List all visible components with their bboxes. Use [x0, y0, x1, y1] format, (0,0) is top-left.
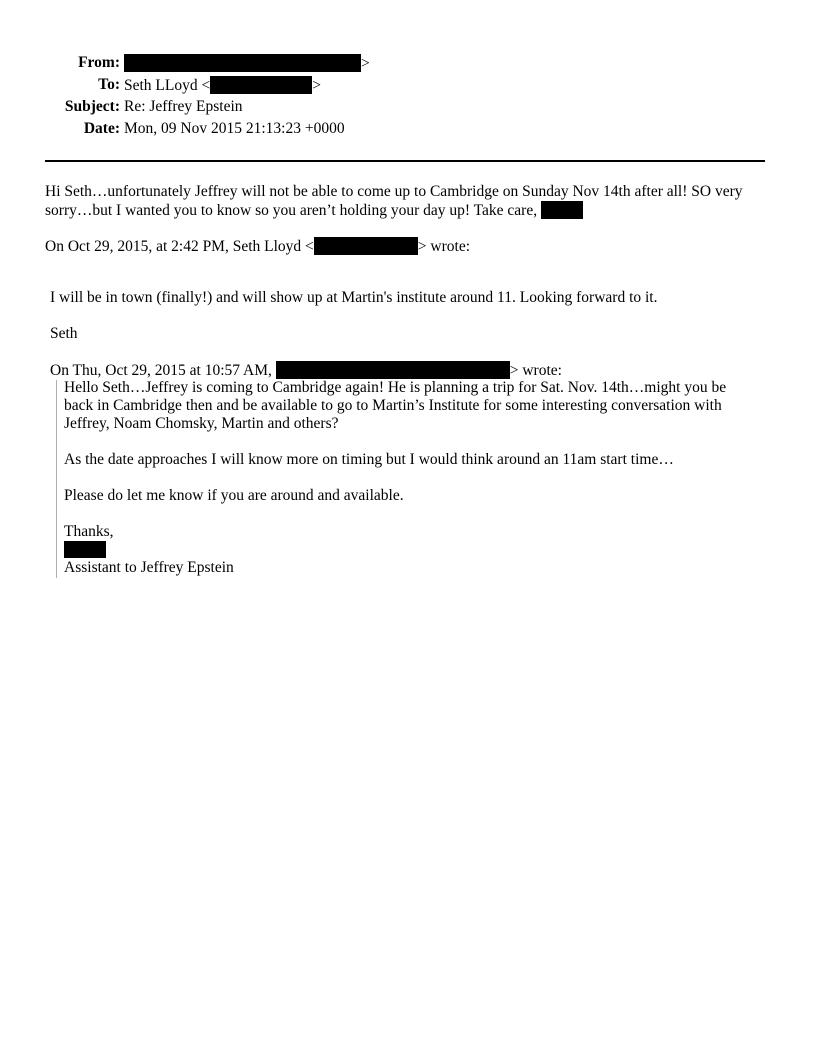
reply-line-1: Hi Seth…unfortunately Jeffrey will not be able to come up to Cambridge on Sunday Nov 14th after all! SO very	[45, 183, 743, 200]
date-value: Mon, 09 Nov 2015 21:13:23 +0000	[124, 120, 345, 137]
seth-signature: Seth	[50, 325, 78, 342]
attribution-1-prefix: On Oct 29, 2015, at 2:42 PM, Seth Lloyd <	[45, 238, 314, 255]
redaction-block	[124, 54, 361, 72]
date-label: Date:	[83, 120, 120, 137]
quote-bar	[56, 380, 57, 578]
quoted-line-2: back in Cambridge then and be available to go to Martin’s Institute for some interesting conversation with	[64, 397, 722, 414]
attribution-2-prefix: On Thu, Oct 29, 2015 at 10:57 AM,	[50, 362, 272, 379]
subject-value: Re: Jeffrey Epstein	[124, 98, 243, 115]
attribution-2	[50, 361, 562, 380]
to-suffix: >	[312, 77, 321, 94]
redaction-block	[64, 541, 106, 558]
header-divider	[45, 160, 765, 162]
quoted-line-1: Hello Seth…Jeffrey is coming to Cambridge again! He is planning a trip for Sat. Nov. 14th…might you be	[64, 379, 727, 396]
quoted-paragraph-2: As the date approaches I will know more on timing but I would think around an 11am start time…	[64, 451, 674, 468]
from-suffix: >	[361, 55, 370, 72]
attribution-2-suffix: > wrote:	[509, 362, 562, 379]
attribution-1	[45, 237, 470, 256]
redaction-block	[541, 201, 583, 219]
reply-line-2-text: sorry…but I wanted you to know so you aren’t holding your day up! Take care,	[45, 202, 538, 219]
quoted-thanks: Thanks,	[64, 523, 114, 540]
reply-line-2	[45, 201, 583, 220]
redaction-block	[314, 237, 418, 255]
from-label: From:	[78, 54, 120, 71]
to-value	[124, 76, 321, 95]
quoted-line-3: Jeffrey, Noam Chomsky, Martin and others?	[64, 415, 339, 432]
quoted-paragraph-3: Please do let me know if you are around and available.	[64, 487, 404, 504]
attribution-1-suffix: > wrote:	[417, 238, 471, 255]
quoted-title: Assistant to Jeffrey Epstein	[64, 559, 234, 576]
seth-message: I will be in town (finally!) and will show up at Martin's institute around 11. Looking forward to it.	[50, 289, 658, 306]
redaction-block	[276, 361, 510, 379]
subject-label: Subject:	[64, 98, 120, 115]
to-label: To:	[98, 76, 120, 93]
from-value	[124, 54, 370, 73]
redaction-block	[210, 76, 312, 94]
to-prefix: Seth LLoyd <	[124, 77, 211, 94]
